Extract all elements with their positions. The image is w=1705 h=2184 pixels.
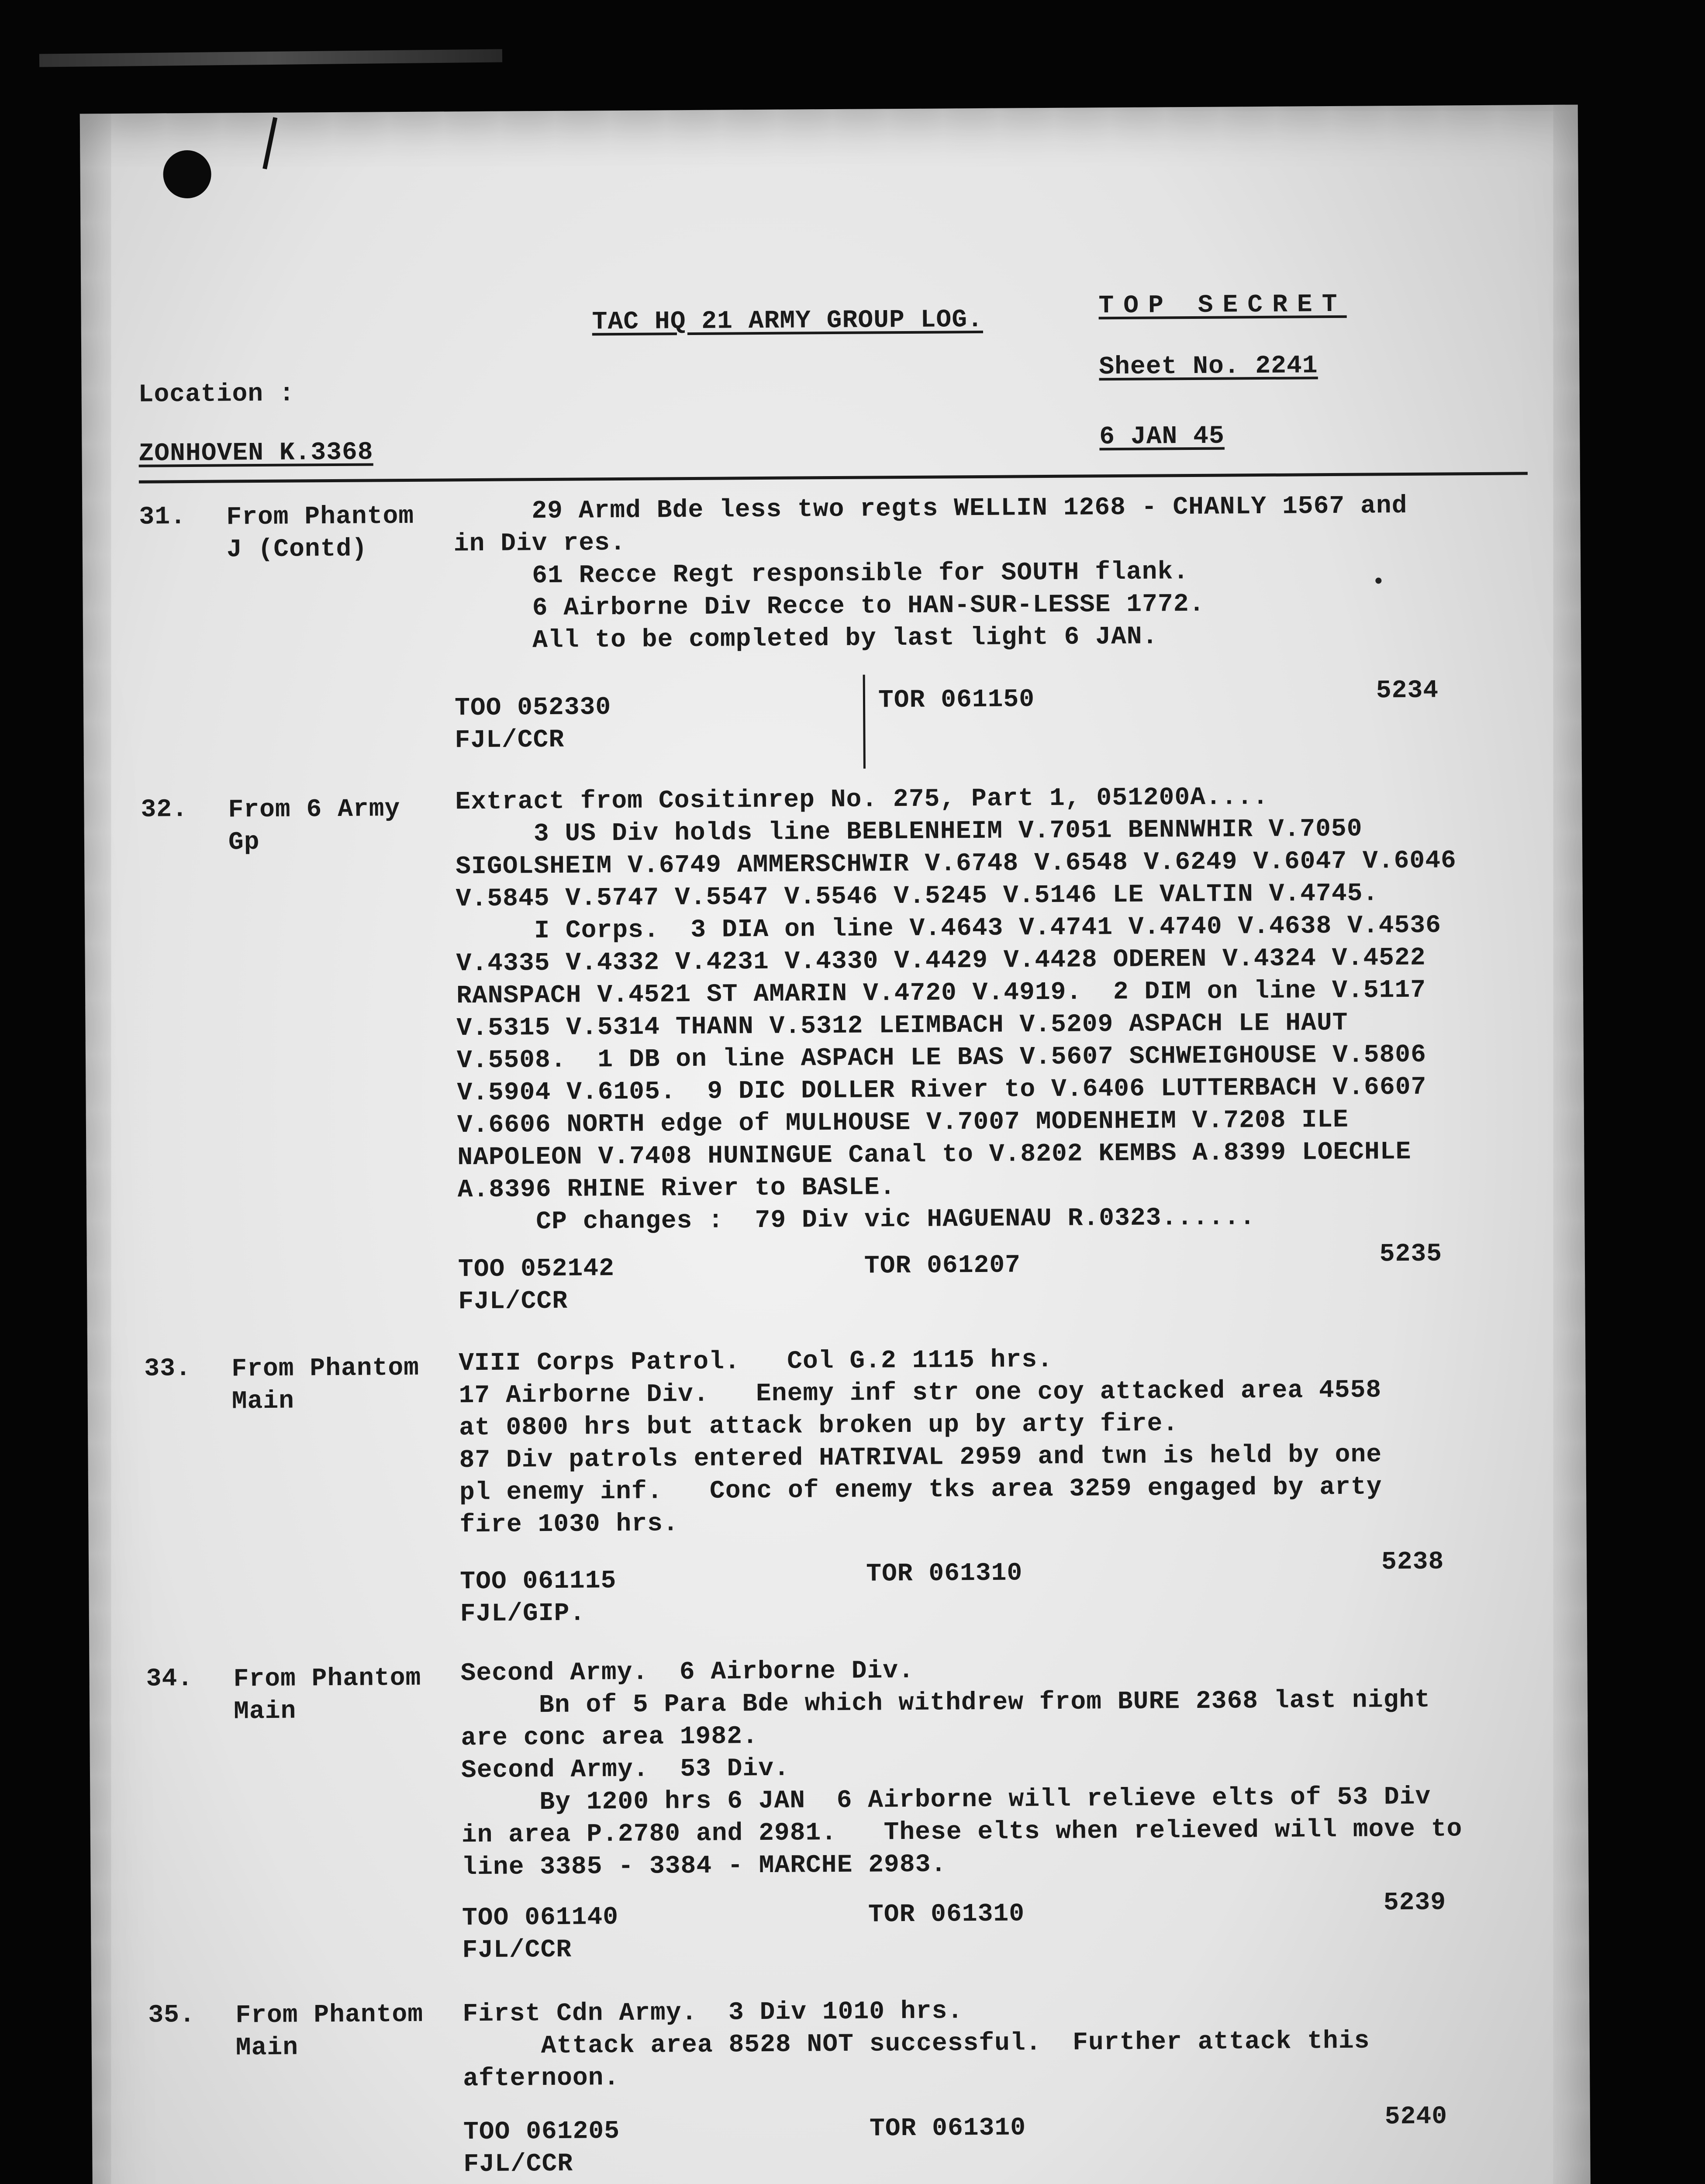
entry-reference-number: 5235: [1379, 1240, 1443, 1269]
entry-number: 33.: [144, 1355, 191, 1383]
entry-too: TOO 052142 FJL/CCR: [458, 1254, 615, 1317]
entry-body: 29 Armd Bde less two regts WELLIN 1268 - CHANLY 1567 and in Div res. 61 Recce Regt responsible for SOUTH flank. 6 Airborne Div Recce to HAN-SUR-LESSE 1772. All to be completed by last light 6 JAN.: [453, 491, 1408, 656]
entry-body: First Cdn Army. 3 Div 1010 hrs. Attack area 8528 NOT successful. Further attack this afternoon.: [462, 1997, 1370, 2094]
log-title: TAC HQ 21 ARMY GROUP LOG.: [592, 305, 984, 337]
entry-source: From Phantom Main: [235, 2000, 424, 2063]
header-rule: [139, 472, 1528, 483]
entry-tor: TOR 061150: [878, 685, 1035, 715]
entry-too: TOO 061115 FJL/GIP.: [460, 1567, 617, 1629]
entry-number: 34.: [146, 1665, 193, 1693]
sheet-number: Sheet No. 2241: [1099, 352, 1318, 382]
entry-reference-number: 5240: [1384, 2102, 1448, 2132]
entry-body: Extract from Cositinrep No. 275, Part 1, 051200A.... 3 US Div holds line BEBLENHEIM V.7051 BENNWHIR V.7050 SIGOLSHEIM V.6749 AMMERSCHWIR V.6748 V.6548 V.6249 V.6047 V.6046 V.5845 V.5747 V.5547 V.5546 V.5245 V.5146 LE VALTIN V.4745. I Corps. 3 DIA on line V.4643 V.4741 V.4740 V.4638 V.4536 V.4335 V.4332 V.4231 V.4330 V.4429 V.4428 ODEREN V.4324 V.4522 RANSPACH V.4521 ST AMARIN V.4720 V.4919. 2 DIM on line V.5117 V.5315 V.5314 THANN V.5312 LEIMBACH V.5209 ASPACH LE HAUT V.5508. 1 DB on line ASPACH LE BAS V.5607 SCHWEIGHOUSE V.5806 V.5904 V.6105. 9 DIC DOLLER River to V.6406 LUTTERBACH V.6607 V.6606 NORTH edge of MULHOUSE V.7007 MODENHEIM V.7208 ILE NAPOLEON V.7408 HUNINGUE Canal to V.8202 KEMBS A.8399 LOECHLE A.8396 RHINE River to BASLE. CP changes : 79 Div vic HAGUENAU R.0323......: [455, 783, 1457, 1237]
entry-number: 35.: [148, 2001, 195, 2030]
punch-hole: [163, 150, 211, 199]
entry-source: From Phantom Main: [233, 1664, 421, 1726]
entry-reference-number: 5238: [1381, 1548, 1444, 1577]
classification-marking: TOP SECRET: [1098, 290, 1347, 321]
location-label: Location :: [138, 380, 295, 409]
entry-too: TOO 061205 FJL/CCR: [463, 2117, 620, 2179]
entry-reference-number: 5239: [1383, 1888, 1446, 1918]
entry-source: From Phantom J (Contd): [226, 502, 414, 564]
entry-body: VIII Corps Patrol. Col G.2 1115 hrs. 17 Airborne Div. Enemy inf str one coy attacked area 4558 at 0800 hrs but attack broken up by arty fire. 87 Div patrols entered HATRIVAL 2959 and twn is held by one pl enemy inf. Conc of enemy tks area 3259 engaged by arty fire 1030 hrs.: [459, 1345, 1382, 1540]
ink-dot: [1375, 577, 1381, 584]
entry-too: TOO 052330 FJL/CCR: [454, 693, 611, 755]
entry-tor: TOR 061207: [864, 1251, 1021, 1281]
entry-too: TOO 061140 FJL/CCR: [462, 1903, 619, 1965]
location-value: ZONHOVEN K.3368: [138, 438, 373, 468]
entry-source: From 6 Army Gp: [228, 795, 400, 857]
entry-tor: TOR 061310: [866, 1559, 1023, 1589]
entry-body: Second Army. 6 Airborne Div. Bn of 5 Para Bde which withdrew from BURE 2368 last night are conc area 1982. Second Army. 53 Div. By 1200 hrs 6 JAN 6 Airborne will relieve elts of 53 Div in area P.2780 and 2981. These elts when relieved will move to line 3385 - 3384 - MARCHE 2983.: [460, 1656, 1463, 1882]
log-sheet: [80, 105, 1593, 2184]
log-date: 6 JAN 45: [1099, 422, 1225, 452]
entry-source: From Phantom Main: [231, 1354, 420, 1416]
pencil-tick-mark: [262, 117, 277, 169]
entry-number: 31.: [139, 503, 186, 532]
entry-tor: TOR 061310: [868, 1900, 1025, 1929]
entry-number: 32.: [141, 795, 188, 824]
column-divider: [863, 675, 866, 769]
entry-tor: TOR 061310: [869, 2114, 1026, 2143]
entry-reference-number: 5234: [1376, 676, 1439, 705]
